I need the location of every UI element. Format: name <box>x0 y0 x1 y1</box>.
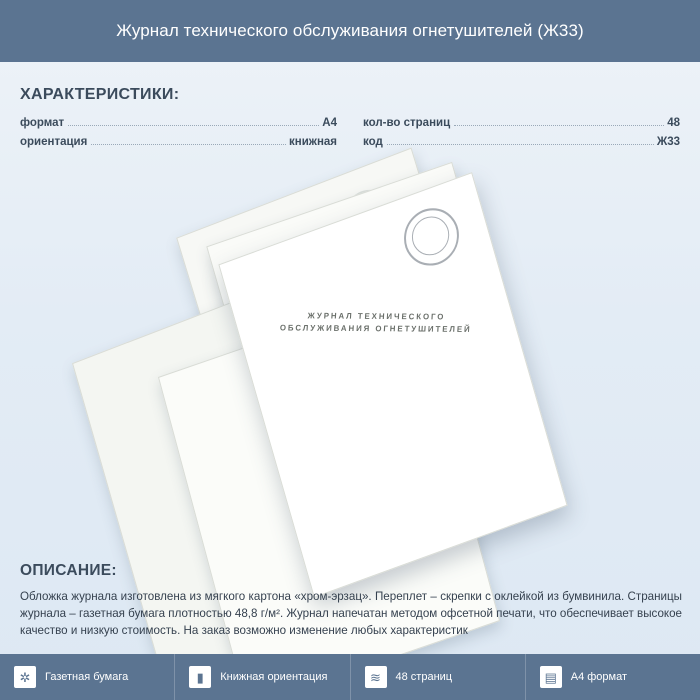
spec-row <box>20 136 337 148</box>
footer-label-pages: 48 страниц <box>395 671 453 683</box>
footer-label-orientation: Книжная ориентация <box>220 671 328 683</box>
spec-key: кол-во страниц <box>363 117 451 129</box>
footer-label-format: А4 формат <box>570 671 628 683</box>
description-heading: ОПИСАНИЕ: <box>20 562 117 579</box>
spec-leader <box>454 124 664 126</box>
spec-leader <box>68 124 319 126</box>
spec-value: А4 <box>322 117 337 129</box>
characteristics-heading: ХАРАКТЕРИСТИКИ: <box>20 86 180 103</box>
stamp-seal-icon <box>402 208 460 266</box>
spec-key: ориентация <box>20 136 88 148</box>
gear-icon: ✲ <box>14 666 36 688</box>
footer-item-orientation <box>175 666 349 688</box>
spec-key: код <box>363 136 383 148</box>
characteristics-grid <box>20 117 680 155</box>
footer-item-paper <box>0 666 174 688</box>
feature-footer <box>0 654 700 700</box>
product-illustration <box>0 160 700 560</box>
spec-value: 48 <box>667 117 680 129</box>
footer-item-pages <box>351 666 525 688</box>
spec-value: Ж33 <box>656 136 680 148</box>
footer-item-format <box>526 666 700 688</box>
spec-leader <box>387 143 654 145</box>
spec-leader <box>91 143 286 145</box>
spec-row <box>20 117 337 129</box>
spec-row <box>363 136 680 148</box>
spec-value: книжная <box>289 136 337 148</box>
characteristics-section <box>20 86 680 155</box>
pages-stack-icon: ≋ <box>365 666 387 688</box>
spec-row <box>363 117 680 129</box>
paper-format-icon: ▤ <box>540 666 562 688</box>
portrait-orientation-icon: ▮ <box>189 666 211 688</box>
footer-label-paper: Газетная бумага <box>45 671 129 683</box>
characteristics-column-left <box>20 117 337 155</box>
spec-key: формат <box>20 117 65 129</box>
page-header <box>0 0 700 62</box>
journal-cover-title: ЖУРНАЛ ТЕХНИЧЕСКОГО ОБСЛУЖИВАНИЯ ОГНЕТУШИТЕЛЕЙ <box>279 311 472 334</box>
description-section <box>20 562 682 640</box>
page-title: Журнал технического обслуживания огнетушителей (Ж33) <box>116 21 584 40</box>
description-text: Обложка журнала изготовлена из мягкого картона «хром-эрзац». Переплет – скрепки с оклейкой из бумвинила. Страницы журнала – газетная бумага плотностью 48,8 г/м². Журнал напечатан методом офсетной печати, что обеспечивает высокое качество и низкую стоимость. На заказ возможно изменение любых характеристик <box>20 590 682 637</box>
